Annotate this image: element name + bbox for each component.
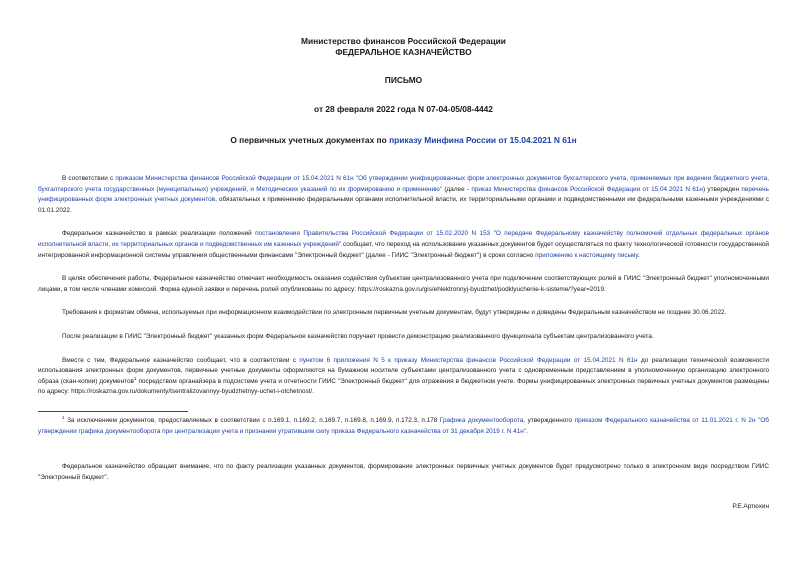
footnote-ref[interactable]: 1 bbox=[133, 375, 137, 381]
resolution-153-link[interactable]: постановления Правительства Российской Федерации от 15.02.2020 N 153 "О передаче Федеральному казначейству полномочий отдельных федеральных органов исполнительной власти, их территориальных органов и подведомственных им казенных учреждений" bbox=[38, 230, 769, 248]
text: , обязательных к применению федеральными органами исполнительной власти, их территориальными органами и подведомственными им федеральными казенными учреждениями с 01.01.2022. bbox=[38, 196, 769, 214]
order-61n-link[interactable]: приказом Министерства финансов Российской Федерации от 15.04.2021 N 61н "Об утверждении унифицированных форм электронных документов бухгалтерского учета, применяемых при ведении бюджетного учета, бухгалтерского учета государственных (муниципальных) учреждений, и Методических указаний по их формированию и применению" bbox=[38, 175, 769, 193]
appendix-5-point-6-link[interactable]: пунктом 6 приложения N 5 к приказу Министерства финансов Российской Федерации от 15.04.2021 N 61н bbox=[299, 356, 638, 364]
document-subject bbox=[38, 135, 769, 146]
document-type: ПИСЬМО bbox=[384, 75, 423, 85]
text: посредством органайзера в подсистеме учета и отчетности ГИИС "Электронный бюджет" для отражения в бюджетном учете. Формы унифицированных электронных первичных учетных документов размещены по адресу: https://roskazna.gov.ru/dokumenty/tsentralizovannyy-byudzhetnyy-uchet-i-otchetnost/. bbox=[38, 377, 769, 396]
schedule-link[interactable]: Графика документооборота bbox=[439, 416, 524, 424]
text: Вместе с тем, Федеральное казначейство сообщает, что в соответствии с bbox=[62, 356, 300, 364]
order-61n-short-link[interactable]: приказ Министерства финансов Российской Федерации от 15.04.2021 N 61н bbox=[471, 185, 703, 193]
text: В соответствии с bbox=[62, 175, 116, 182]
document-body bbox=[38, 174, 769, 483]
paragraph-2 bbox=[38, 229, 769, 261]
footnote-divider bbox=[38, 411, 188, 412]
subject-text: О первичных учетных документах по bbox=[230, 135, 390, 145]
text: ) утвержден bbox=[702, 185, 742, 193]
text: Федеральное казначейство в рамках реализации положений bbox=[62, 230, 256, 238]
text: сообщает, что переход на использование указанных документов будет осуществляться по факту технологической готовности государственной интегрированной информационной системы управления общественными финансами "Электронный бюджет" (далее - ГИИС "Электронный бюджет") в сроки согласно bbox=[38, 240, 769, 259]
text: , утвержденного bbox=[523, 416, 575, 424]
paragraph-5: После реализации в ГИИС "Электронный бюджет" указанных форм Федеральное казначейство поручает провести демонстрацию реализованного функционала субъектам централизованного учета. bbox=[62, 332, 654, 340]
paragraph-4: Требования к форматам обмена, используемых при информационном взаимодействии по электронным первичным учетным документам, будут утверждены и доведены Федеральным казначейством не позднее 30.06.2022. bbox=[62, 309, 727, 317]
document-header bbox=[38, 36, 769, 114]
paragraph-3: В целях обеспечения работы, Федеральное казначейство отмечает необходимость оказания содействия субъектам централизованного учета при подключении соответствующих ролей в ГИИС "Электронный бюджет" уполномоченными лицами, в том числе членами комиссий. Форма единой заявки и перечень ролей опубликованы по адресу: https://roskazna.gov.ru/gis/ehlektronnyj-byudzhet/podklyuchenie-k-sisteme/?year=2019. bbox=[38, 275, 769, 293]
text: За исключением документов, предоставляемых в соответствии с п.169.1, п.169.2, п.169.7, п.169.8, п.169.9, п.172.3, п.178 bbox=[64, 416, 440, 424]
paragraph-6 bbox=[38, 356, 769, 398]
footnote bbox=[38, 416, 769, 437]
document-date-number: от 28 февраля 2022 года N 07-04-05/08-4442 bbox=[314, 103, 493, 114]
subject-link[interactable]: приказу Минфина России от 15.04.2021 N 61н bbox=[389, 135, 577, 145]
forms-list-link[interactable]: перечень унифицированных форм электронных учетных документов bbox=[38, 185, 769, 204]
text: . bbox=[637, 251, 640, 259]
signature: Р.Е.Артюхин bbox=[732, 503, 769, 510]
ministry-name: Министерство финансов Российской Федерации bbox=[301, 36, 506, 46]
appendix-link[interactable]: приложению к настоящему письму bbox=[535, 251, 638, 259]
agency-name: ФЕДЕРАЛЬНОЕ КАЗНАЧЕЙСТВО bbox=[335, 46, 472, 57]
closing-paragraph: Федеральное казначейство обращает внимание, что по факту реализации указанных документов, формирование электронных первичных учетных документов будет предусмотрено только в электронном виде посредством ГИИС "Электронный бюджет". bbox=[38, 463, 769, 481]
footnote-marker: 1 bbox=[62, 414, 65, 420]
order-2n-link[interactable]: приказом Федерального казначейства от 11.01.2021 г. N 2н "Об утверждении графика документооборота при централизации учета и признании утратившим силу приказа Федерального казначейства от 31 декабря 2019 г. N 41н" bbox=[38, 416, 769, 435]
text: (далее - bbox=[442, 185, 472, 193]
paragraph-1 bbox=[38, 174, 769, 216]
text: до реализации технической возможности использования электронных форм документов, первичные учетные документы оформляются на бумажном носителе субъектами централизованного учета с одновременным представлением в уполномоченную организацию электронного образа (скан-копии) документов bbox=[38, 356, 769, 385]
text: . bbox=[526, 427, 528, 435]
